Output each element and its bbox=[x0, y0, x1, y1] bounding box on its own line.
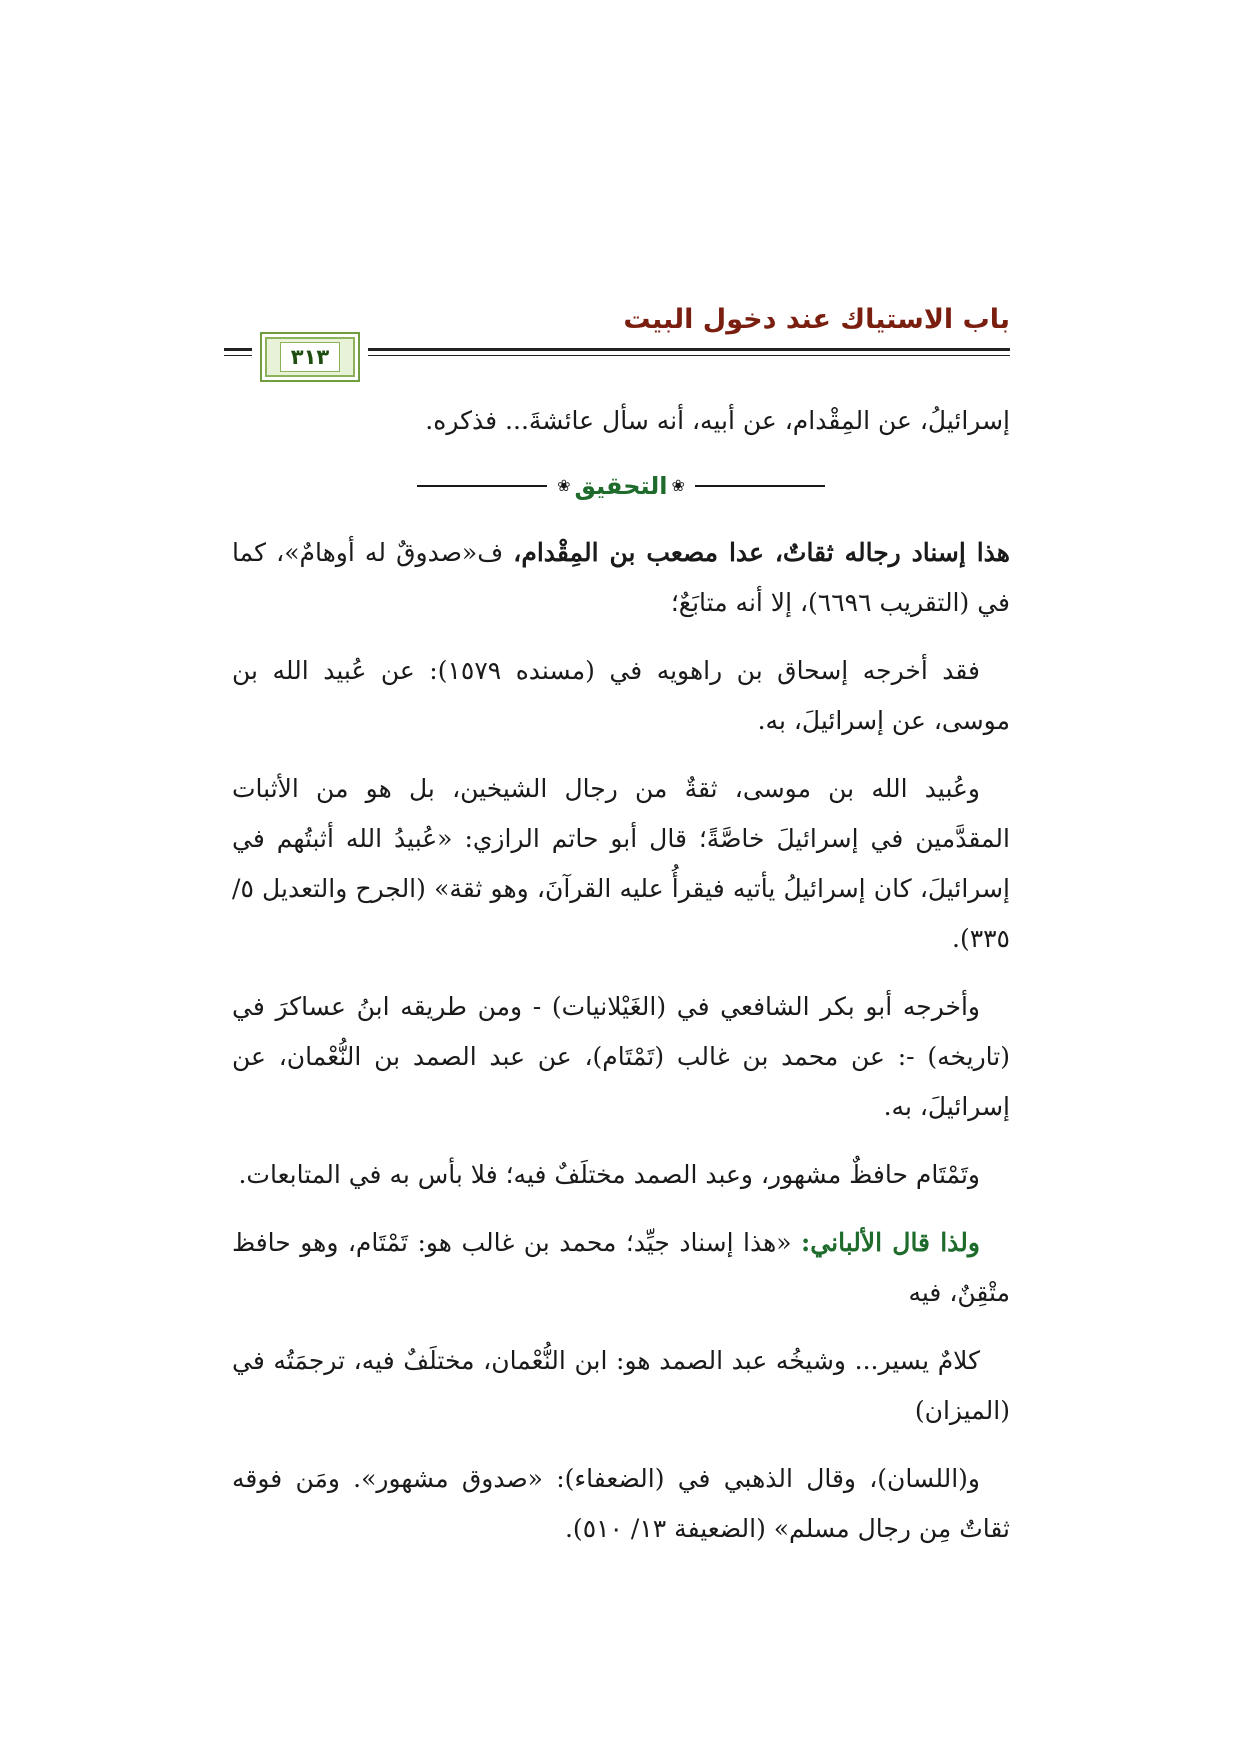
divider-line-right bbox=[695, 485, 825, 487]
paragraph-1-rest: ف«صدوقٌ له أوهامٌ»، كما في (التقريب ٦٦٩٦)، إلا أنه متابَعٌ؛ bbox=[232, 538, 1010, 617]
ornament-icon: ❀ bbox=[557, 476, 571, 495]
page-header bbox=[224, 300, 1010, 390]
paragraph-4: وأخرجه أبو بكر الشافعي في (الغَيْلانيات) - ومن طريقه ابنُ عساكرَ في (تاريخه) -: عن محمد بن غالب (تَمْتَام)، عن عبد الصمد بن النُّعْمان، عن إسرائيلَ، به. bbox=[232, 992, 1010, 1121]
paragraph-6 bbox=[232, 1218, 1010, 1318]
paragraph-5: وتَمْتَام حافظٌ مشهور، وعبد الصمد مختلَفٌ فيه؛ فلا بأس به في المتابعات. bbox=[238, 1160, 980, 1189]
page-number-frame bbox=[260, 332, 360, 382]
section-divider bbox=[232, 464, 1010, 508]
ornament-icon: ❀ bbox=[671, 476, 685, 495]
page-body bbox=[232, 396, 1010, 1572]
paragraph-1-bold: هذا إسناد رجاله ثقاتٌ، عدا مصعب بن المِقْدام، bbox=[513, 538, 1010, 567]
intro-line: إسرائيلُ، عن المِقْدام، عن أبيه، أنه سأل عائشةَ... فذكره. bbox=[425, 406, 1010, 435]
paragraph-2: فقد أخرجه إسحاق بن راهويه في (مسنده ١٥٧٩): عن عُبيد الله بن موسى، عن إسرائيلَ، به. bbox=[232, 656, 1010, 735]
divider-line-left bbox=[417, 485, 547, 487]
chapter-title: باب الاستياك عند دخول البيت bbox=[623, 304, 1010, 335]
section-title: التحقيق bbox=[574, 472, 668, 500]
header-rule-left bbox=[224, 348, 252, 356]
paragraph-8: و(اللسان)، وقال الذهبي في (الضعفاء): «صدوق مشهور». ومَن فوقه ثقاتٌ مِن رجال مسلم» (الضعيفة ١٣/ ٥١٠). bbox=[232, 1464, 1010, 1543]
paragraph-6-lead: ولذا قال الألباني: bbox=[801, 1228, 980, 1257]
paragraph-1 bbox=[232, 528, 1010, 628]
page-number: ٣١٣ bbox=[280, 342, 340, 372]
header-rule bbox=[368, 348, 1010, 356]
paragraph-6-rest: «هذا إسناد جيِّد؛ محمد بن غالب هو: تَمْتَام، وهو حافظ متْقِنٌ، فيه bbox=[232, 1228, 1010, 1307]
paragraph-7: كلامٌ يسير... وشيخُه عبد الصمد هو: ابن النُّعْمان، مختلَفٌ فيه، ترجمَتُه في (الميزان) bbox=[232, 1346, 1010, 1425]
paragraph-3: وعُبيد الله بن موسى، ثقةٌ من رجال الشيخين، بل هو من الأثبات المقدَّمين في إسرائيلَ خاصَّةً؛ قال أبو حاتم الرازي: «عُبيدُ الله أثبتُهم في إسرائيلَ، كان إسرائيلُ يأتيه فيقرأُ عليه القرآنَ، وهو ثقة» (الجرح والتعديل ٥/ ٣٣٥). bbox=[232, 774, 1010, 953]
